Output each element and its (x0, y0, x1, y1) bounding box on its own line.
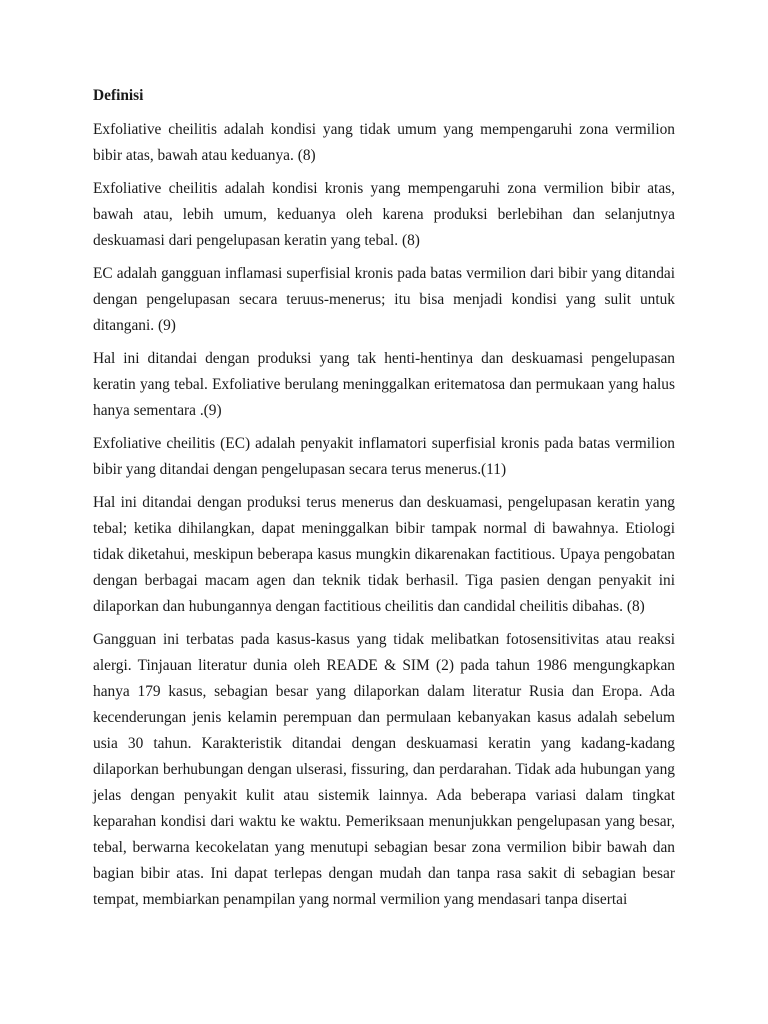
paragraph: Gangguan ini terbatas pada kasus-kasus yang tidak melibatkan fotosensitivitas atau reaksi alergi. Tinjauan literatur dunia oleh READE & SIM (2) pada tahun 1986 mengungkapkan hanya 179 kasus, sebagian besar yang dilaporkan dalam literatur Rusia dan Eropa. Ada kecenderungan jenis kelamin perempuan dan permulaan kebanyakan kasus adalah sebelum usia 30 tahun. Karakteristik ditandai dengan deskuamasi keratin yang kadang-kadang dilaporkan berhubungan dengan ulserasi, fissuring, dan perdarahan. Tidak ada hubungan yang jelas dengan penyakit kulit atau sistemik lainnya. Ada beberapa variasi dalam tingkat keparahan kondisi dari waktu ke waktu. Pemeriksaan menunjukkan pengelupasan yang besar, tebal, berwarna kecokelatan yang menutupi sebagian besar zona vermilion bibir bawah dan bagian bibir atas. Ini dapat terlepas dengan mudah dan tanpa rasa sakit di sebagian besar tempat, membiarkan penampilan yang normal vermilion yang mendasari tanpa disertai (93, 631, 675, 908)
paragraph: Exfoliative cheilitis adalah kondisi kronis yang mempengaruhi zona vermilion bibir atas, bawah atau, lebih umum, keduanya oleh karena produksi berlebihan dan selanjutnya deskuamasi dari pengelupasan keratin yang tebal. (8) (93, 180, 675, 249)
paragraph: EC adalah gangguan inflamasi superfisial kronis pada batas vermilion dari bibir yang ditandai dengan pengelupasan secara teruus-menerus; itu bisa menjadi kondisi yang sulit untuk ditangani. (9) (93, 265, 675, 334)
paragraph: Hal ini ditandai dengan produksi yang tak henti-hentinya dan deskuamasi pengelupasan keratin yang tebal. Exfoliative berulang meninggalkan eritematosa dan permukaan yang halus hanya sementara .(9) (93, 350, 675, 419)
document-page (93, 86, 675, 920)
paragraph: Hal ini ditandai dengan produksi terus menerus dan deskuamasi, pengelupasan keratin yang tebal; ketika dihilangkan, dapat meninggalkan bibir tampak normal di bawahnya. Etiologi tidak diketahui, meskipun beberapa kasus mungkin dikarenakan factitious. Upaya pengobatan dengan berbagai macam agen dan teknik tidak berhasil. Tiga pasien dengan penyakit ini dilaporkan dan hubungannya dengan factitious cheilitis dan candidal cheilitis dibahas. (8) (93, 494, 675, 615)
section-heading: Definisi (93, 87, 144, 104)
paragraph: Exfoliative cheilitis (EC) adalah penyakit inflamatori superfisial kronis pada batas vermilion bibir yang ditandai dengan pengelupasan secara terus menerus.(11) (93, 435, 675, 478)
paragraph: Exfoliative cheilitis adalah kondisi yang tidak umum yang mempengaruhi zona vermilion bibir atas, bawah atau keduanya. (8) (93, 121, 675, 164)
